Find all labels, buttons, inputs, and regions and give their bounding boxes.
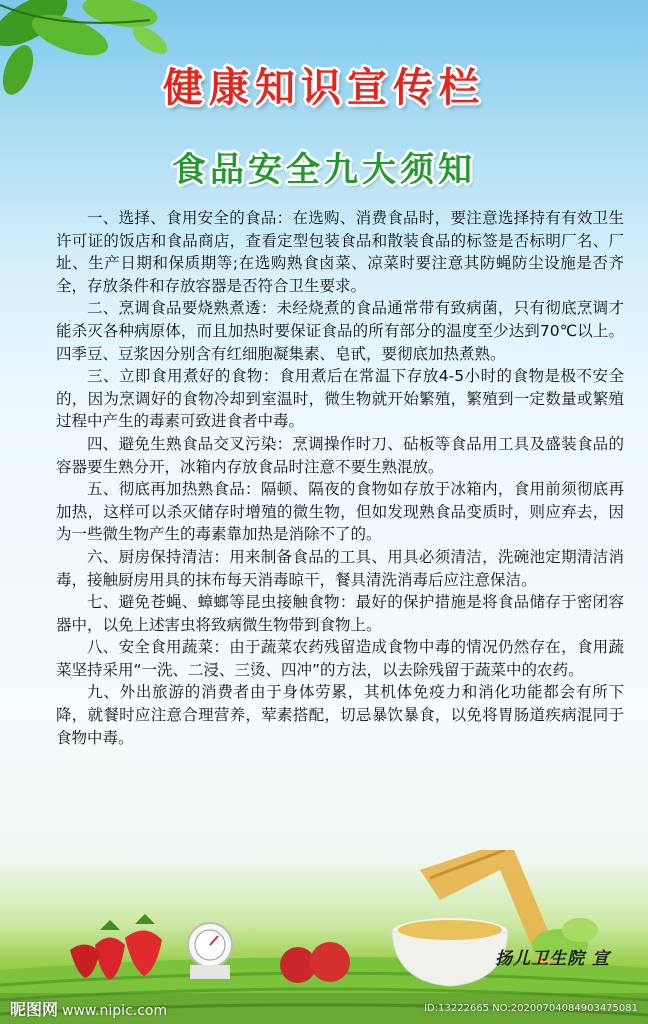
watermark bbox=[10, 997, 167, 1020]
page-title: 健康知识宣传栏 bbox=[163, 65, 485, 111]
image-id: ID:13222665 NO:20200704084903475081 bbox=[424, 1003, 638, 1014]
notice-item-8: 八、安全食用蔬菜：由于蔬菜农药残留造成食物中毒的情况仍然存在，食用蔬菜坚持采用“一洗、二浸、三烫、四冲”的方法，以去除残留于蔬菜中的农药。 bbox=[56, 638, 624, 679]
page-subtitle: 食品安全九大须知 bbox=[172, 150, 476, 190]
watermark-url: www.nipic.com bbox=[62, 1003, 168, 1019]
watermark-brand: 昵图网 bbox=[10, 1000, 59, 1019]
notice-item-7: 七、避免苍蝇、蟑螂等昆虫接触食物：最好的保护措施是将食品储存于密闭容器中，以免上述害虫将致病微生物带到食物上。 bbox=[56, 593, 624, 634]
notice-item-6: 六、厨房保持清洁：用来制备食品的工具、用具必须清洁，洗碗池定期清洁消毒，接触厨房用具的抹布每天消毒晾干，餐具清洗消毒后应注意保洁。 bbox=[56, 547, 624, 589]
notice-item-3: 三、立即食用煮好的食物：食用煮后在常温下存放4-5小时的食物是极不安全的，因为烹调好的食物冷却到室温时，微生物就开始繁殖，繁殖到一定数量或繁殖过程中产生的毒素可致进食者中毒。 bbox=[56, 367, 624, 431]
notice-item-5: 五、彻底再加热熟食品：隔顿、隔夜的食物如存放于冰箱内，食用前须彻底再加热，这样可以杀灭储存时增殖的微生物，但如发现熟食品变质时，则应弃去，因为一些微生物产生的毒素靠加热是消除不了的。 bbox=[56, 480, 624, 544]
notice-body bbox=[56, 207, 624, 749]
notice-item-4: 四、避免生熟食品交叉污染：烹调操作时刀、砧板等食品用工具及盛装食品的容器要生熟分开，冰箱内存放食品时注意不要生熟混放。 bbox=[56, 434, 624, 476]
notice-item-2: 二、烹调食品要烧熟煮透：未经烧煮的食品通常带有致病菌，只有彻底烹调才能杀灭各种病原体，而且加热时要保证食品的所有部分的温度至少达到70℃以上。四季豆、豆浆因分别含有红细胞凝集素、皂甙，要彻底加热煮熟。 bbox=[56, 299, 624, 363]
notice-item-1: 一、选择、食用安全的食品：在选购、消费食品时，要注意选择持有有效卫生许可证的饭店和食品商店，查看定型包装食品和散装食品的标签是否标明厂名、厂址、生产日期和保质期等;在选购熟食卤菜、凉菜时要注意其防蝇防尘设施是否齐全，存放条件和存放容器是否符合卫生要求。 bbox=[56, 209, 624, 295]
signature: 扬儿卫生院 宣 bbox=[495, 949, 610, 969]
notice-item-9: 九、外出旅游的消费者由于身体劳累，其机体免疫力和消化功能都会有所下降，就餐时应注意合理营养，荤素搭配，切忌暴饮暴食，以免将胃肠道疾病混同于食物中毒。 bbox=[56, 683, 624, 747]
